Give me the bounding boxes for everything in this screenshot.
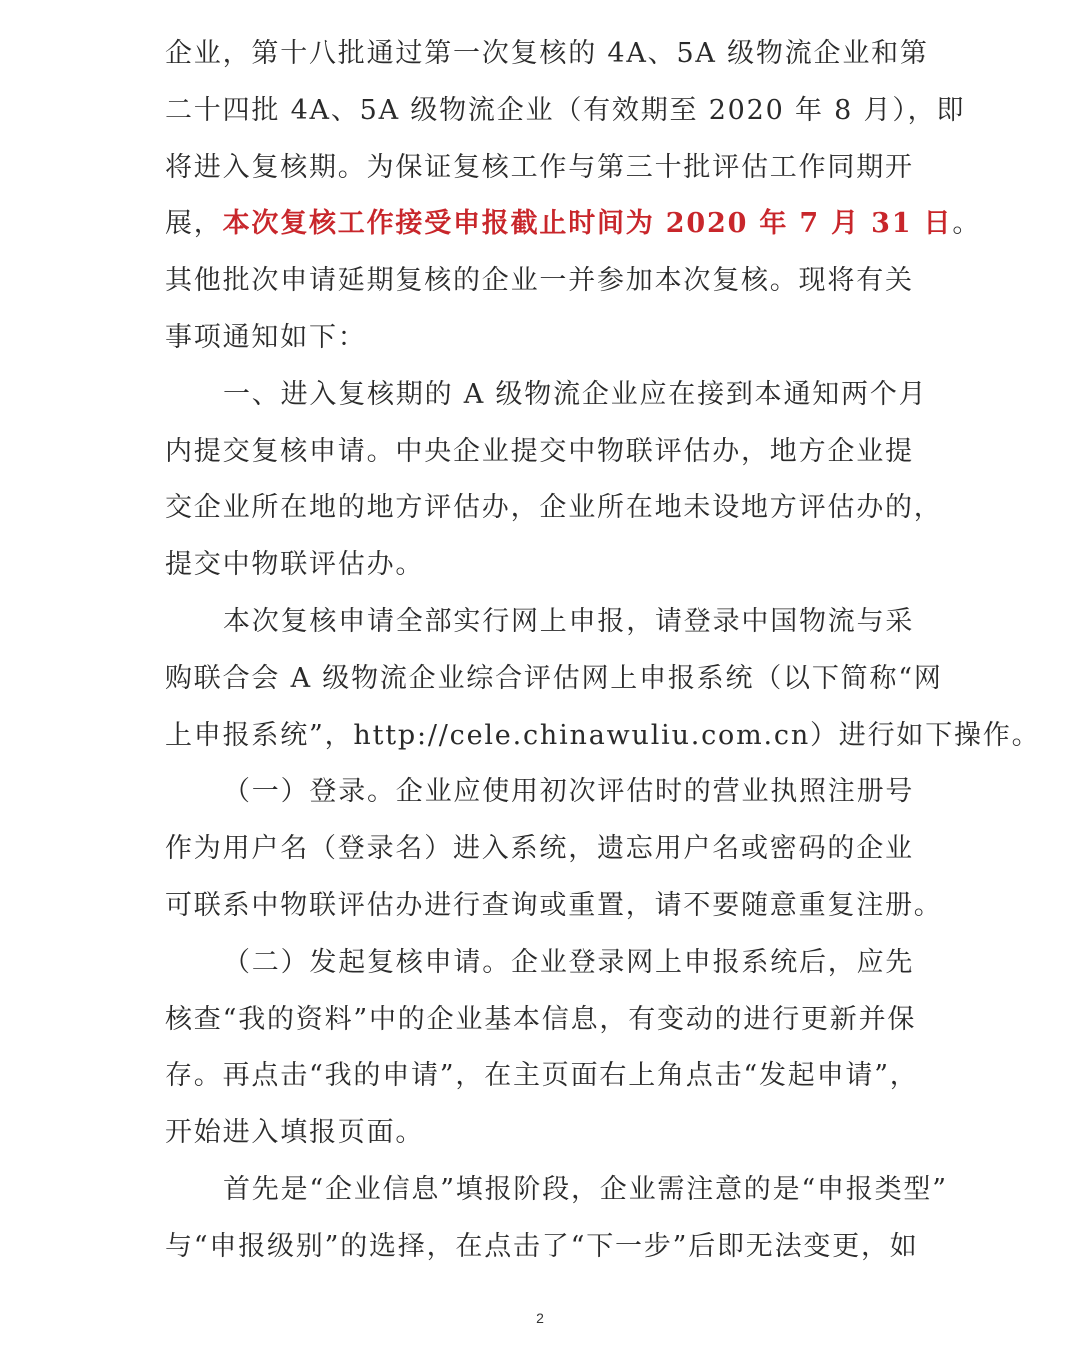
text-line: 与“申报级别”的选择，在点击了“下一步”后即无法变更，如 bbox=[165, 1230, 919, 1262]
text-line: 其他批次申请延期复核的企业一并参加本次复核。现将有关 bbox=[165, 265, 914, 297]
text-line-deadline bbox=[165, 196, 982, 253]
text-line: 上申报系统”，http://cele.chinawuliu.com.cn）进行如下操作。 bbox=[165, 719, 1041, 751]
text-line: 企业，第十八批通过第一次复核的 4A、5A 级物流企业和第 bbox=[165, 38, 929, 69]
text-line: 二十四批 4A、5A 级物流企业（有效期至 2020 年 8 月），即 bbox=[165, 94, 966, 126]
paragraph-start-line: 一、进入复核期的 A 级物流企业应在接到本通知两个月 bbox=[223, 378, 928, 410]
text-line: 可联系中物联评估办进行查询或重置，请不要随意重复注册。 bbox=[165, 889, 943, 921]
paragraph-start-line: （一）登录。企业应使用初次评估时的营业执照注册号 bbox=[223, 776, 915, 808]
paragraph-start-line: 本次复核申请全部实行网上申报，请登录中国物流与采 bbox=[223, 605, 915, 637]
text-line: 提交中物联评估办。 bbox=[165, 549, 425, 581]
paragraph-start-line: 首先是“企业信息”填报阶段，企业需注意的是“申报类型” bbox=[223, 1173, 948, 1205]
paragraph-start-line: （二）发起复核申请。企业登录网上申报系统后，应先 bbox=[223, 946, 915, 978]
text-line: 内提交复核申请。中央企业提交中物联评估办，地方企业提 bbox=[165, 435, 914, 467]
text-line: 开始进入填报页面。 bbox=[165, 1117, 425, 1149]
document-body bbox=[165, 26, 1041, 1276]
text-line: 作为用户名（登录名）进入系统，遗忘用户名或密码的企业 bbox=[165, 833, 914, 865]
text-line: 事项通知如下： bbox=[165, 321, 367, 353]
text-line: 核查“我的资料”中的企业基本信息，有变动的进行更新并保 bbox=[165, 1003, 917, 1035]
text-line: 存。再点击“我的申请”，在主页面右上角点击“发起申请”， bbox=[165, 1060, 919, 1092]
text-line: 交企业所在地的地方评估办，企业所在地未设地方评估办的， bbox=[165, 492, 943, 524]
page-number: 2 bbox=[536, 1310, 544, 1326]
text-line: 将进入复核期。为保证复核工作与第三十批评估工作同期开 bbox=[165, 151, 914, 183]
text-line: 购联合会 A 级物流企业综合评估网上申报系统（以下简称“网 bbox=[165, 662, 943, 694]
text-span: 展， bbox=[165, 208, 223, 240]
deadline-highlight: 本次复核工作接受申报截止时间为 2020 年 7 月 31 日 bbox=[222, 208, 953, 240]
text-span: 。 bbox=[952, 208, 982, 240]
